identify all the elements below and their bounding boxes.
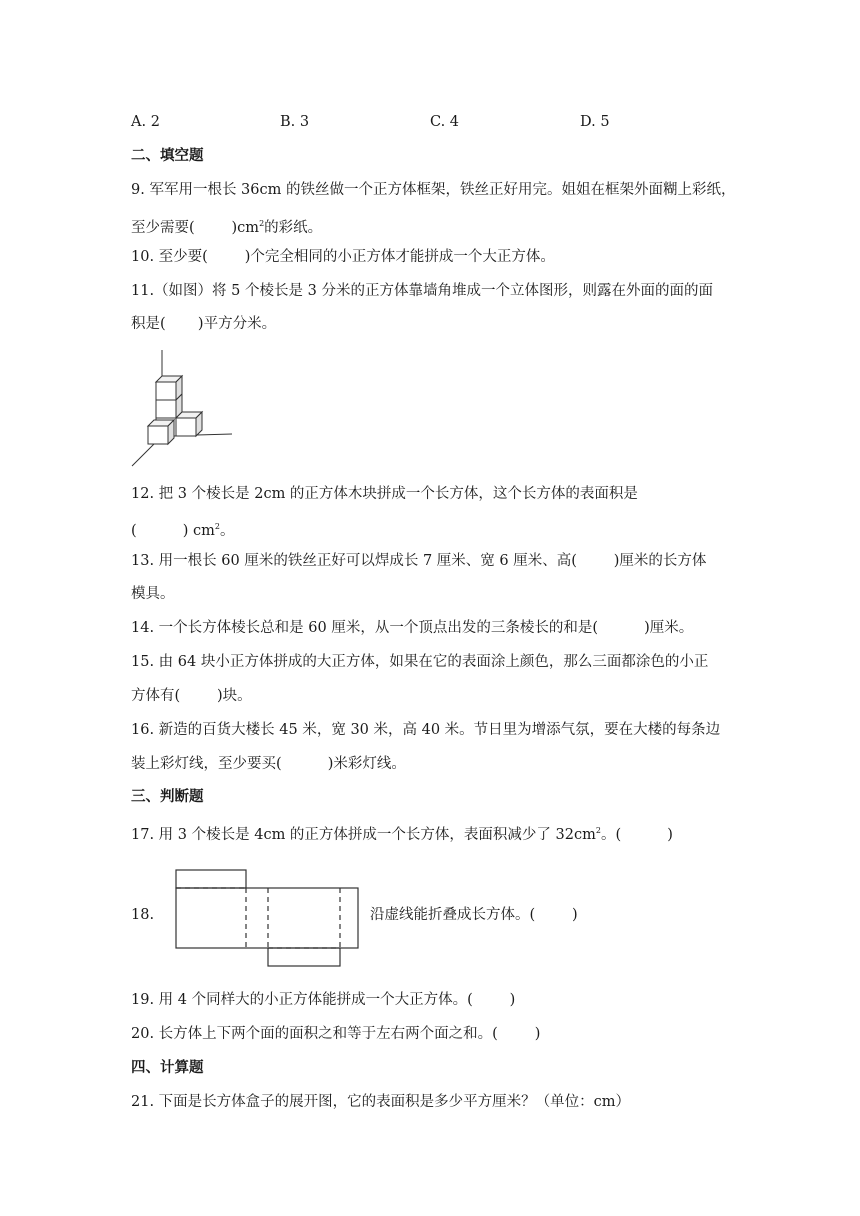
q19: 19. 用 4 个同样大的小正方体能拼成一个大正方体。( ) [131,992,516,1008]
q13-line1: 13. 用一根长 60 厘米的铁丝正好可以焊成长 7 厘米、宽 6 厘米、高( )厘米的长方体 [131,553,707,569]
q9-line2: 至少需要( )$cm^2$的彩纸。 [131,219,323,236]
q11-line2: 积是( )平方分米。 [131,316,277,332]
q12-line2: ( ) $cm^2$。 [131,522,235,539]
q11-cubes-figure [128,348,238,470]
option-c: C. 4 [430,114,460,130]
q9-line1: 9. 军军用一根长 36cm 的铁丝做一个正方体框架，铁丝正好用完。姐姐在框架外面糊上彩纸， [131,182,736,198]
q16-line2: 装上彩灯线，至少要买( )米彩灯线。 [131,756,406,772]
q14: 14. 一个长方体棱长总和是 60 厘米，从一个顶点出发的三条棱长的和是( )厘米。 [131,620,694,636]
section-heading-calculate: 四、计算题 [131,1059,204,1076]
q18-text: 沿虚线能折叠成长方体。( ) [370,907,578,923]
q18-number: 18. [131,907,155,923]
q21: 21. 下面是长方体盒子的展开图，它的表面积是多少平方厘米？（单位：cm） [131,1094,631,1110]
option-b: B. 3 [280,114,310,130]
q16-line1: 16. 新造的百货大楼长 45 米，宽 30 米，高 40 米。节日里为增添气氛，要在大楼的每条边 [131,722,721,738]
section-heading-fill-blank: 二、填空题 [131,147,204,164]
option-d: D. 5 [580,114,610,130]
q11-line1: 11.（如图）将 5 个棱长是 3 分米的正方体靠墙角堆成一个立体图形，则露在外面的面的面 [131,283,713,299]
q12-line1: 12. 把 3 个棱长是 2cm 的正方体木块拼成一个长方体，这个长方体的表面积是 [131,486,638,502]
q17: 17. 用 3 个棱长是 4cm 的正方体拼成一个长方体，表面积减少了 $32cm^2$。( ) [131,826,673,843]
q20: 20. 长方体上下两个面的面积之和等于左右两个面之和。( ) [131,1026,541,1042]
section-heading-judge: 三、判断题 [131,788,204,805]
q13-line2: 模具。 [131,586,175,602]
q15-line2: 方体有( )块。 [131,688,252,704]
q15-line1: 15. 由 64 块小正方体拼成的大正方体，如果在它的表面涂上颜色，那么三面都涂色的小正 [131,654,709,670]
q18-net-figure [174,868,364,970]
option-a: A. 2 [131,114,160,130]
q10: 10. 至少要( )个完全相同的小正方体才能拼成一个大正方体。 [131,249,555,265]
